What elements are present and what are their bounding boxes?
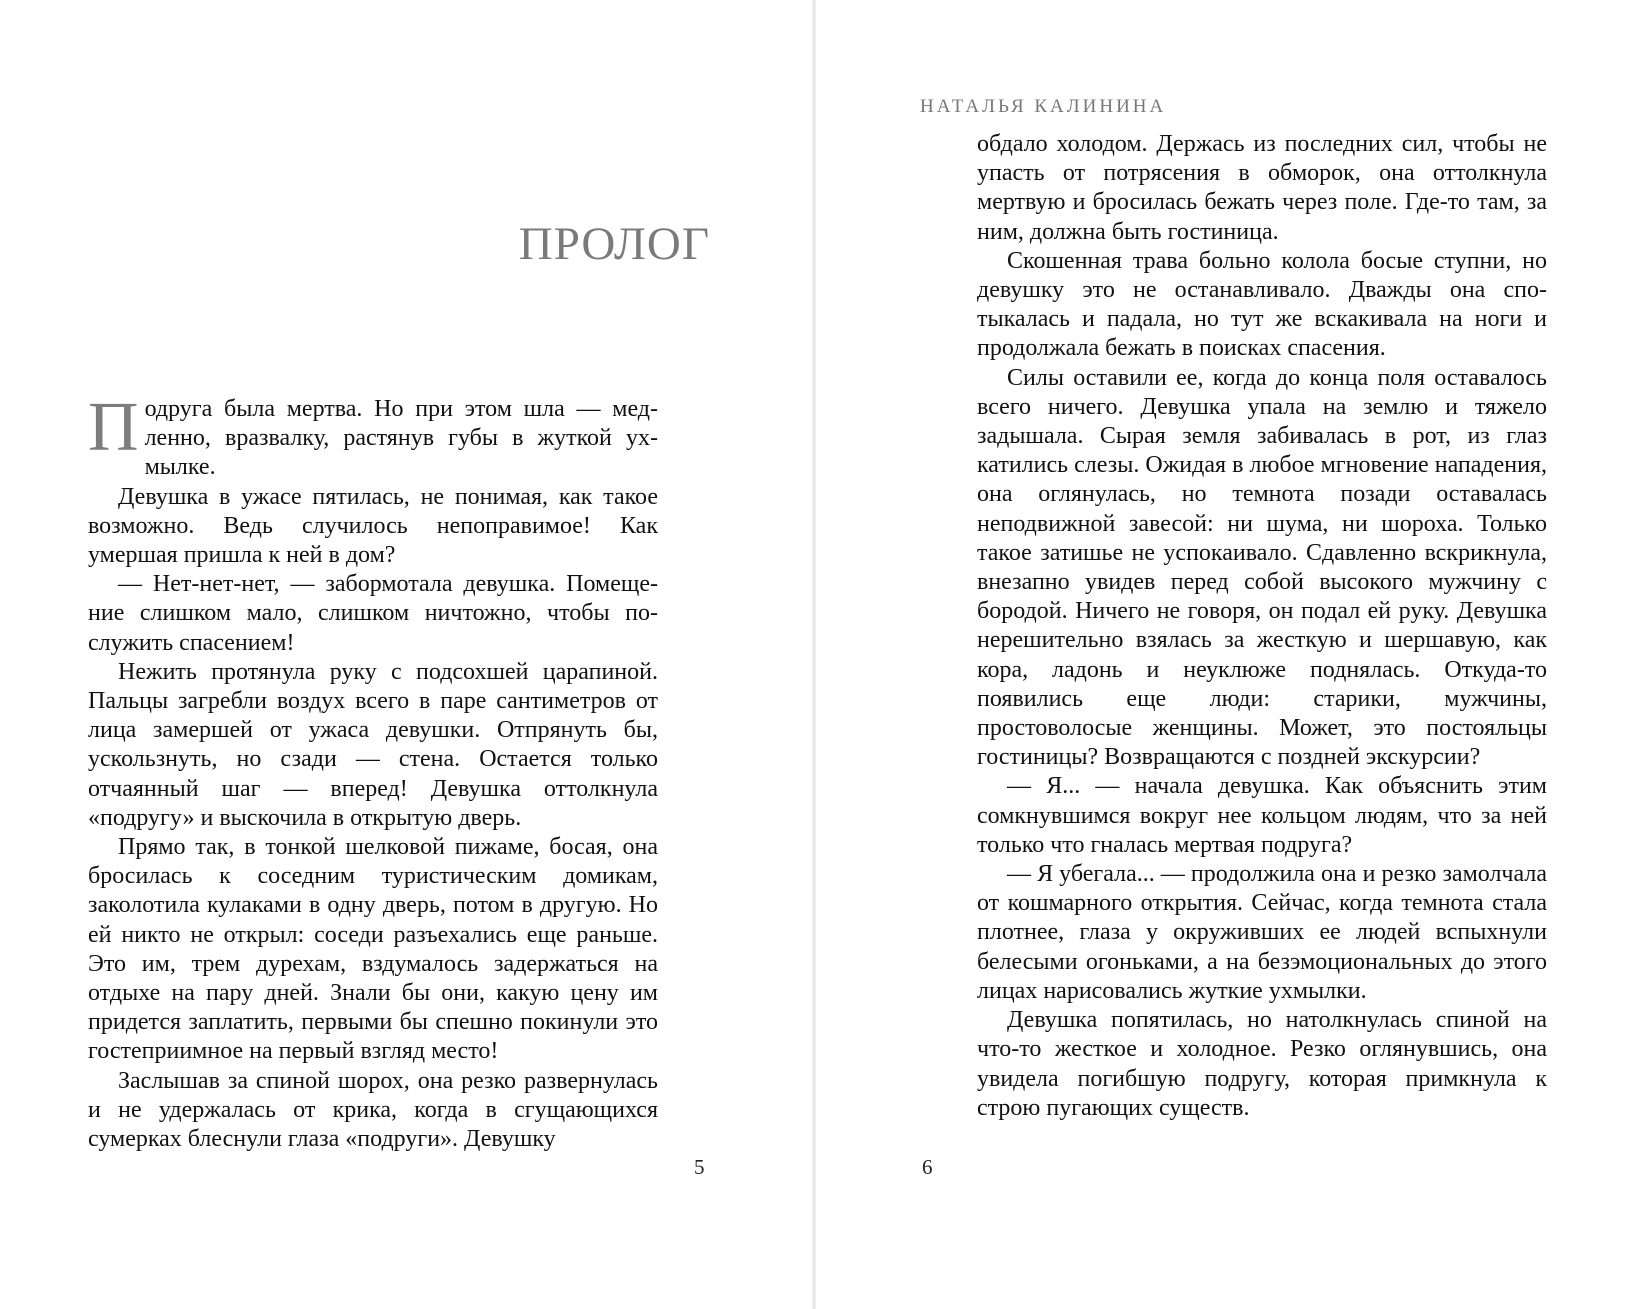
drop-cap: П: [88, 389, 139, 466]
paragraph: — Нет-нет-нет, — забормотала девушка. Помещение слишком мало, слишком ничтожно, чтобы послужить спасением!: [88, 571, 658, 656]
paragraph: Силы оставили ее, когда до конца поля оставалось всего ничего. Девушка упала на землю и тяжело задышала. Сырая земля забивалась в рот, из глаз катились слезы. Ожидая в любое мгновение нападения, она оглянулась, но темнота позади оставалась неподвижной завесой: ни шума, ни шороха. Только такое затишье не успокаивало. Сдавленно вскрикнула, внезапно увидев перед собой высокого мужчину с бородой. Ничего не говоря, он подал ей руку. Девушка нерешительно взялась за жесткую и шершавую, как кора, ладонь и неуклюже поднялась. Откуда-то появились еще люди: старики, мужчины, простоволосые женщины. Может, это постояльцы гостиницы? Возвращаются с поздней экскурсии?: [977, 364, 1547, 771]
right-page-text: [977, 130, 1547, 1123]
page-number-left: 5: [694, 1155, 705, 1179]
first-paragraph-text: одруга была мертва. Но при этом шла — медленно, вразвалку, растянув губы в жуткой ухмылке.: [144, 396, 658, 481]
paragraph: Девушка в ужасе пятилась, не понимая, как такое возможно. Ведь случилось непоправимое! Как умершая пришла к ней в дом?: [88, 483, 658, 569]
paragraph: — Я... — начала девушка. Как объяснить этим сомкнувшимся вокруг нее кольцом людям, что за ней только что гналась мертвая подруга?: [977, 773, 1547, 858]
running-head-author: НАТАЛЬЯ КАЛИНИНА: [920, 96, 1167, 117]
paragraph: Прямо так, в тонкой шелковой пижаме, босая, она бросилась к соседним туристическим домикам, заколотила кулаками в одну дверь, потом в другую. Но ей никто не открыл: соседи разъехались еще раньше. Это им, трем дурехам, вздумалось задержаться на отдыхе на пару дней. Знали бы они, какую цену им придется заплатить, первыми бы спешно покинули это гостеприимное на первый взгляд место!: [88, 834, 658, 1065]
paragraph: Нежить протянула руку с подсохшей царапиной. Пальцы загребли воздух всего в паре сантиметров от лица замершей от ужаса девушки. Отпрянуть бы, ускользнуть, но сзади — стена. Остается только отчаянный шаг — вперед! Девушка оттолкнула «подругу» и выскочила в открытую дверь.: [88, 658, 658, 831]
continuation-paragraph: обдало холодом. Держась из последних сил, чтобы не упасть от потрясения в обморок, она оттолкнула мертвую и бросилась бежать через поле. Где-то там, за ним, должна быть гостиница.: [977, 131, 1547, 245]
paragraph: Девушка попятилась, но натолкнулась спиной на что-то жесткое и холодное. Резко оглянувшись, она увидела погибшую подругу, которая примкнула к строю пугающих существ.: [977, 1007, 1547, 1121]
left-page-text: [88, 389, 658, 1154]
first-paragraph: [88, 389, 658, 483]
paragraph: — Я убегала... — продолжила она и резко замолчала от кошмарного открытия. Сейчас, когда темнота стала плотнее, глаза у окруживших ее людей вспыхнули белесыми огоньками, а на безэмоциональных до этого лицах нарисовались жуткие ухмылки.: [977, 861, 1547, 1004]
paragraph: Скошенная трава больно колола босые ступни, но девушку это не останавливало. Дважды она спотыкалась и падала, но тут же вскакивала на ноги и продолжала бежать в поисках спасения.: [977, 247, 1547, 362]
paragraph: Заслышав за спиной шорох, она резко развернулась и не удержалась от крика, когда в сгущающихся сумерках блеснули глаза «подруги». Девушку: [88, 1067, 658, 1153]
page-number-right: 6: [922, 1155, 933, 1179]
left-page: [0, 0, 813, 1309]
chapter-title: ПРОЛОГ: [518, 218, 710, 270]
